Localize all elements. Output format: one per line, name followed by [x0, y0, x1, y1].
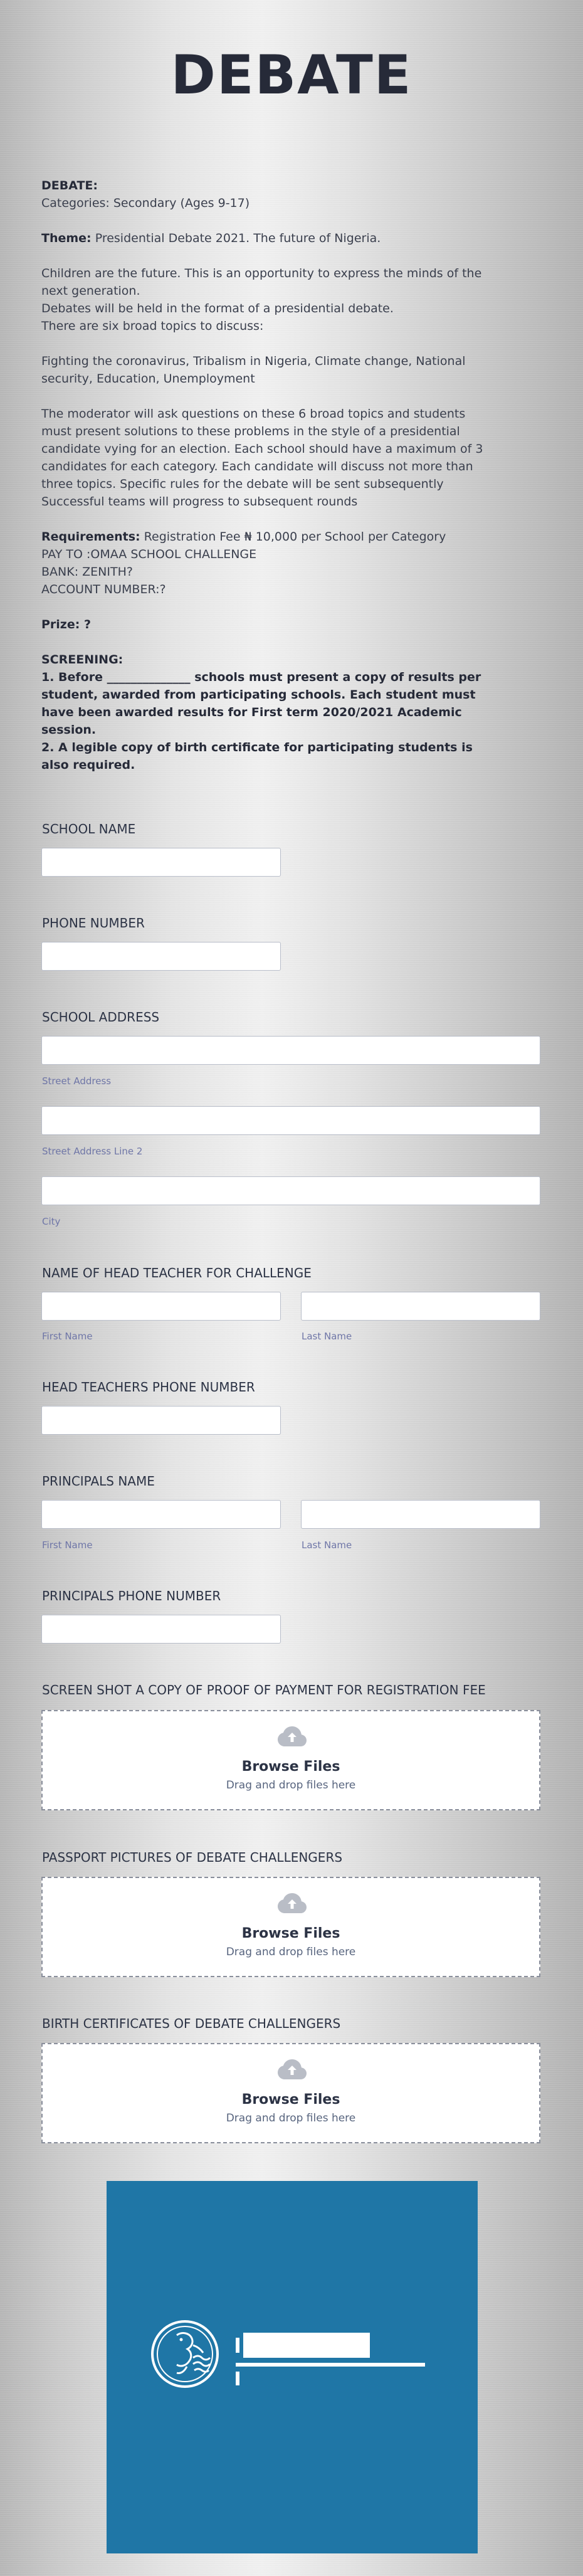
browse-files-text[interactable]: Browse Files — [241, 1926, 340, 1941]
head-teacher-last-name-input[interactable] — [301, 1292, 540, 1321]
screening-label: SCREENING: — [41, 653, 123, 667]
screening-rule-2: 2. A legible copy of birth certificate for participating students is also required. — [41, 741, 473, 772]
street-address-2-input[interactable] — [41, 1106, 540, 1135]
drag-drop-text: Drag and drop files here — [226, 2112, 356, 2125]
school-address-label: SCHOOL ADDRESS — [42, 1010, 160, 1025]
passport-pictures-label: PASSPORT PICTURES OF DEBATE CHALLENGERS — [42, 1850, 343, 1865]
head-teacher-phone-input[interactable] — [41, 1406, 281, 1435]
principal-first-name-input[interactable] — [41, 1500, 281, 1529]
city-input[interactable] — [41, 1176, 540, 1205]
intro-line-1: Children are the future. This is an opportunity to express the minds of the next generation. — [41, 267, 482, 298]
head-teacher-phone-label: HEAD TEACHERS PHONE NUMBER — [42, 1380, 255, 1395]
account-text: ACCOUNT NUMBER:? — [41, 583, 166, 596]
street-address-input[interactable] — [41, 1036, 540, 1065]
principal-name-label: PRINCIPALS NAME — [42, 1474, 155, 1489]
drag-drop-text: Drag and drop files here — [226, 1946, 356, 1958]
passport-pictures-upload[interactable] — [41, 1877, 540, 1977]
cloud-upload-icon — [277, 1892, 307, 1914]
principal-first-name-sublabel: First Name — [42, 1539, 93, 1551]
street-address-2-sublabel: Street Address Line 2 — [42, 1146, 143, 1157]
screening-rule-1: 1. Before ______________ schools must present a copy of results per student, awarded from participating schools. Each student must have been awarded results for First term 2020/2021 Academic session. — [41, 670, 481, 737]
progress-text: Successful teams will progress to subsequent rounds — [41, 495, 358, 509]
theme-line — [41, 230, 493, 247]
prize-text: Prize: ? — [41, 618, 91, 631]
principal-last-name-sublabel: Last Name — [302, 1539, 352, 1551]
principal-phone-label: PRINCIPALS PHONE NUMBER — [42, 1588, 221, 1603]
city-sublabel: City — [42, 1216, 61, 1227]
street-address-sublabel: Street Address — [42, 1075, 112, 1087]
phone-number-label: PHONE NUMBER — [42, 916, 145, 931]
categories-text: Categories: Secondary (Ages 9-17) — [41, 196, 250, 210]
intro-line-3: There are six broad topics to discuss: — [41, 319, 264, 333]
pay-to-text: PAY TO :OMAA SCHOOL CHALLENGE — [41, 547, 257, 561]
browse-files-text[interactable]: Browse Files — [241, 1759, 340, 1775]
theme-value: Presidential Debate 2021. The future of Nigeria. — [91, 231, 381, 245]
principal-last-name-input[interactable] — [301, 1500, 540, 1529]
form-description — [41, 177, 493, 774]
debate-heading: DEBATE: — [41, 179, 98, 193]
seahorse-wave-logo — [107, 2181, 478, 2553]
cloud-upload-icon — [277, 1725, 307, 1748]
requirements-value: Registration Fee ₦ 10,000 per School per Category — [140, 530, 446, 544]
theme-label: Theme: — [41, 231, 92, 245]
birth-certificates-label: BIRTH CERTIFICATES OF DEBATE CHALLENGERS — [42, 2016, 341, 2031]
birth-certificates-upload[interactable] — [41, 2043, 540, 2143]
head-teacher-last-name-sublabel: Last Name — [302, 1331, 352, 1342]
cloud-upload-icon — [277, 2058, 307, 2081]
bank-text: BANK: ZENITH? — [41, 565, 133, 579]
proof-of-payment-upload[interactable] — [41, 1710, 540, 1810]
moderator-text: The moderator will ask questions on these 6 broad topics and students must present solutions to these problems in the style of a presidential candidate vying for an election. Each school should have a maximum of 3 candidates for each category. Each candidate will discuss not more than three topics. Specific rules for the debate will be sent subsequently — [41, 407, 483, 491]
drag-drop-text: Drag and drop files here — [226, 1779, 356, 1792]
browse-files-text[interactable]: Browse Files — [241, 2092, 340, 2108]
topics-text: Fighting the coronavirus, Tribalism in Nigeria, Climate change, National security, Education, Unemployment — [41, 354, 466, 386]
principal-phone-input[interactable] — [41, 1615, 281, 1644]
intro-line-2: Debates will be held in the format of a presidential debate. — [41, 302, 394, 315]
requirements-label: Requirements: — [41, 530, 140, 544]
school-name-label: SCHOOL NAME — [42, 821, 136, 837]
head-teacher-name-label: NAME OF HEAD TEACHER FOR CHALLENGE — [42, 1265, 312, 1280]
head-teacher-first-name-input[interactable] — [41, 1292, 281, 1321]
form-title: DEBATE — [171, 44, 412, 107]
requirements-line — [41, 528, 493, 546]
school-name-input[interactable] — [41, 848, 281, 877]
proof-of-payment-label: SCREEN SHOT A COPY OF PROOF OF PAYMENT FOR REGISTRATION FEE — [42, 1682, 486, 1697]
head-teacher-first-name-sublabel: First Name — [42, 1331, 93, 1342]
footer-banner — [107, 2181, 478, 2553]
phone-number-input[interactable] — [41, 942, 281, 971]
